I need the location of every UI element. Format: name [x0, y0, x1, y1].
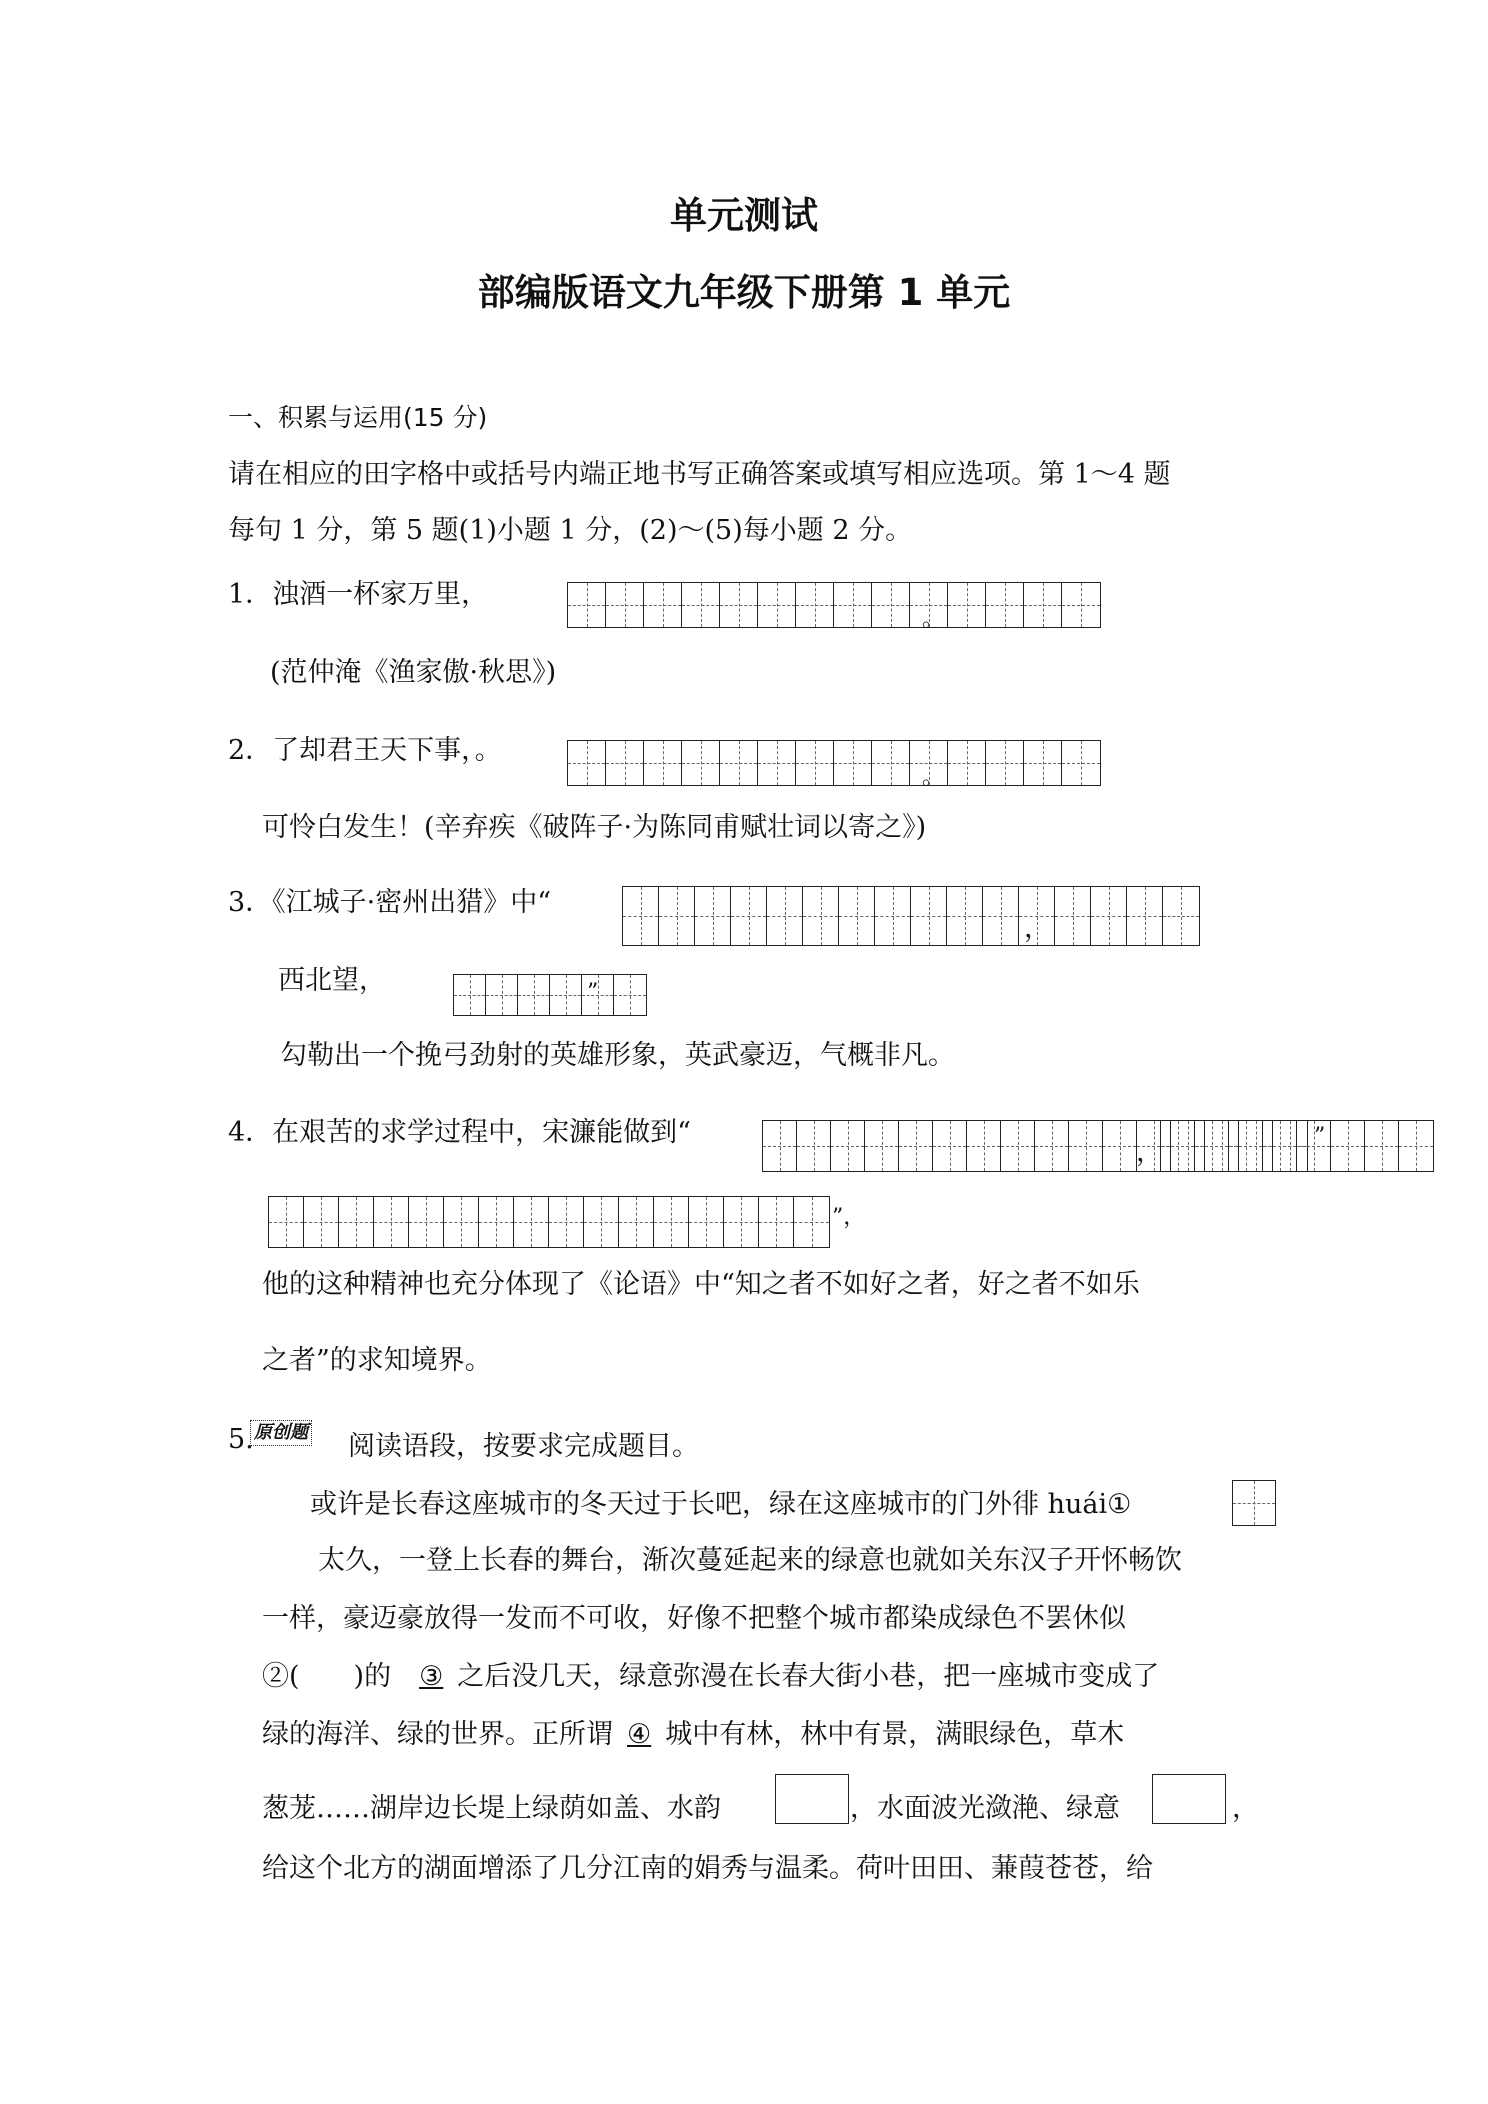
q5-para-line-3: 一样，豪迈豪放得一发而不可收，好像不把整个城市都染成绿色不罢休似 — [262, 1603, 1126, 1634]
q3-answer-grid-2[interactable] — [453, 974, 647, 1016]
q5-para-line-5-rest: 城中有林，林中有景，满眼绿色，草木 — [665, 1719, 1125, 1750]
q4-answer-grid-3[interactable] — [268, 1196, 830, 1248]
q3-line-2: 西北望， — [278, 965, 386, 996]
q5-para-line-4 — [262, 1654, 1159, 1693]
q5-blank-6-box[interactable] — [1152, 1774, 1226, 1824]
q5-blank-5-box[interactable] — [775, 1774, 849, 1824]
q5-para-line-7: 给这个北方的湖面增添了几分江南的娟秀与温柔。荷叶田田、蒹葭苍苍，给 — [262, 1853, 1153, 1884]
q4-mark-2: ” — [1314, 1124, 1326, 1149]
q3-answer-grid-1[interactable] — [622, 886, 1200, 946]
page-subtitle: 部编版语文九年级下册第 1 单元 — [477, 271, 1011, 314]
q5-blank-3[interactable]: ③ — [419, 1661, 444, 1692]
q4-answer-grid-2[interactable] — [1160, 1120, 1434, 1172]
q4-line-4: 之者”的求知境界。 — [262, 1345, 492, 1376]
q2-answer-grid[interactable] — [567, 740, 1101, 786]
q5-para-line-6b: ，水面波光潋滟、绿意 — [850, 1793, 1120, 1824]
q1-answer-grid[interactable] — [567, 582, 1101, 628]
q5-para-line-4-rest: 之后没几天，绿意弥漫在长春大街小巷，把一座城市变成了 — [457, 1661, 1160, 1692]
q4-mark-1: ， — [1136, 1137, 1163, 1168]
instruction-line-2: 每句 1 分，第 5 题(1)小题 1 分，(2)～(5)每小题 2 分。 — [228, 515, 913, 546]
q1-prompt: 1．浊酒一杯家万里， — [228, 579, 489, 610]
q4-prompt: 4．在艰苦的求学过程中，宋濂能做到“ — [228, 1117, 691, 1148]
q5-prompt: 阅读语段，按要求完成题目。 — [348, 1431, 699, 1462]
q4-mark-3: ”， — [832, 1205, 866, 1230]
q2-end-mark: 。 — [922, 765, 945, 790]
q5-blank-1-box[interactable] — [1232, 1480, 1276, 1526]
original-question-badge: 原创题 — [250, 1420, 312, 1446]
section-heading: 一、积累与运用(15 分) — [228, 403, 488, 432]
q5-para-line-6c: ， — [1232, 1793, 1259, 1824]
q3-mark-1: ， — [1024, 913, 1051, 944]
instruction-line-1: 请在相应的田字格中或括号内端正地书写正确答案或填写相应选项。第 1～4 题 — [228, 459, 1171, 490]
q5-blank-2[interactable]: ②( )的 — [262, 1661, 392, 1692]
q1-source: (范仲淹《渔家傲·秋思》) — [270, 657, 557, 688]
q4-line-3: 他的这种精神也充分体现了《论语》中“知之者不如好之者，好之者不如乐 — [262, 1269, 1140, 1300]
q5-para-line-5 — [262, 1712, 1124, 1751]
q2-prompt: 2．了却君王天下事，。 — [228, 735, 502, 766]
q5-para-line-1: 或许是长春这座城市的冬天过于长吧，绿在这座城市的门外徘 huái① — [310, 1489, 1132, 1520]
q3-mark-2: ” — [587, 980, 599, 1005]
q1-end-mark: 。 — [922, 607, 945, 632]
q5-para-line-5-start: 绿的海洋、绿的世界。正所谓 — [262, 1719, 613, 1750]
q5-blank-4[interactable]: ④ — [627, 1719, 652, 1750]
q3-prompt: 3．《江城子·密州出猎》中“ — [228, 887, 552, 918]
q5-number: 5. — [228, 1424, 254, 1455]
q5-para-line-6a: 葱茏……湖岸边长堤上绿荫如盖、水韵 — [262, 1793, 721, 1824]
q3-line-3: 勾勒出一个挽弓劲射的英雄形象，英武豪迈，气概非凡。 — [280, 1040, 955, 1071]
page-title: 单元测试 — [670, 194, 818, 237]
q5-para-line-2: 太久，一登上长春的舞台，渐次蔓延起来的绿意也就如关东汉子开怀畅饮 — [318, 1545, 1182, 1576]
q2-source: 可怜白发生！(辛弃疾《破阵子·为陈同甫赋壮词以寄之》) — [262, 812, 927, 843]
